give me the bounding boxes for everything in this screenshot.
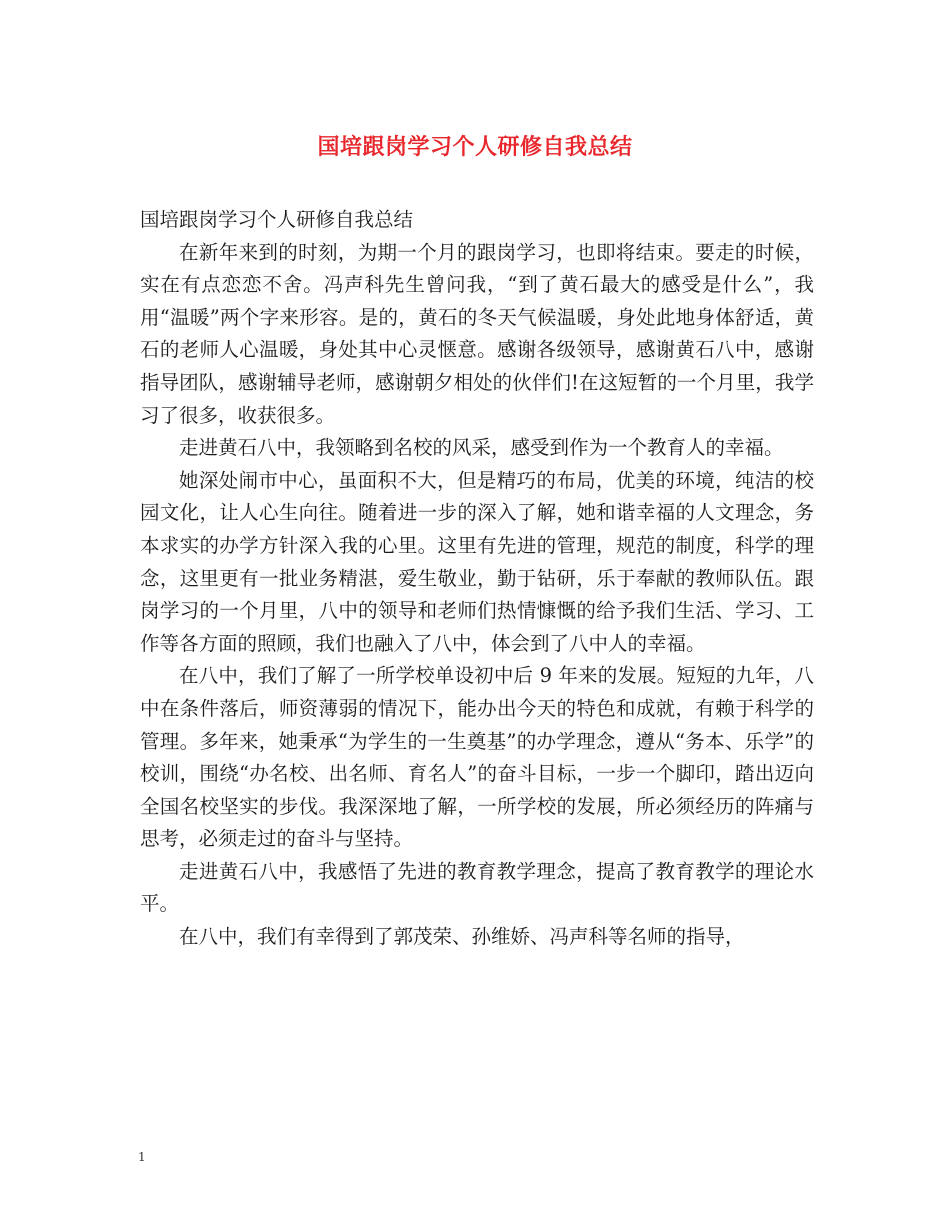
paragraph: 在八中，我们有幸得到了郭茂荣、孙维娇、冯声科等名师的指导， (179, 925, 745, 949)
paragraph-subtitle: 国培跟岗学习个人研修自我总结 (140, 208, 414, 231)
paragraph: 走进黄石八中，我感悟了先进的教育教学理念，提高了教育教学的理论水平。 (140, 859, 814, 916)
page-number: 1 (138, 1150, 146, 1164)
document-title: 国培跟岗学习个人研修自我总结 (317, 134, 633, 160)
paragraph: 走进黄石八中，我领略到名校的风采，感受到作为一个教育人的幸福。 (179, 436, 784, 460)
paragraph: 她深处闹市中心，虽面积不大，但是精巧的布局，优美的环境，纯洁的校园文化，让人心生向往。随着进一步的深入了解，她和谐幸福的人文理念，务本求实的办学方针深入我的心里。这里有先进的管理，规范的制度，科学的理念，这里更有一批业务精湛，爱生敬业，勤于钻研，乐于奉献的教师队伍。跟岗学习的一个月里，八中的领导和老师们热情慷慨的给予我们生活、学习、工作等各方面的照顾，我们也融入了八中，体会到了八中人的幸福。 (140, 468, 814, 655)
paragraph: 在新年来到的时刻，为期一个月的跟岗学习，也即将结束。要走的时候，实在有点恋恋不舍。冯声科先生曾问我，“到了黄石最大的感受是什么”，我用“温暖”两个字来形容。是的，黄石的冬天气候温暖，身处此地身体舒适，黄石的老师人心温暖，身处其中心灵惬意。感谢各级领导，感谢黄石八中，感谢指导团队，感谢辅导老师，感谢朝夕相处的伙伴们!在这短暂的一个月里，我学习了很多，收获很多。 (140, 240, 814, 427)
document-body (140, 204, 814, 954)
paragraph: 在八中，我们了解了一所学校单设初中后 9 年来的发展。短短的九年，八中在条件落后，师资薄弱的情况下，能办出今天的特色和成就，有赖于科学的管理。多年来，她秉承“为学生的一生奠基”的办学理念，遵从“务本、乐学”的校训，围绕“办名校、出名师、育名人”的奋斗目标，一步一个脚印，踏出迈向全国名校坚实的步伐。我深深地了解，一所学校的发展，所必须经历的阵痛与思考，必须走过的奋斗与坚持。 (140, 664, 814, 851)
